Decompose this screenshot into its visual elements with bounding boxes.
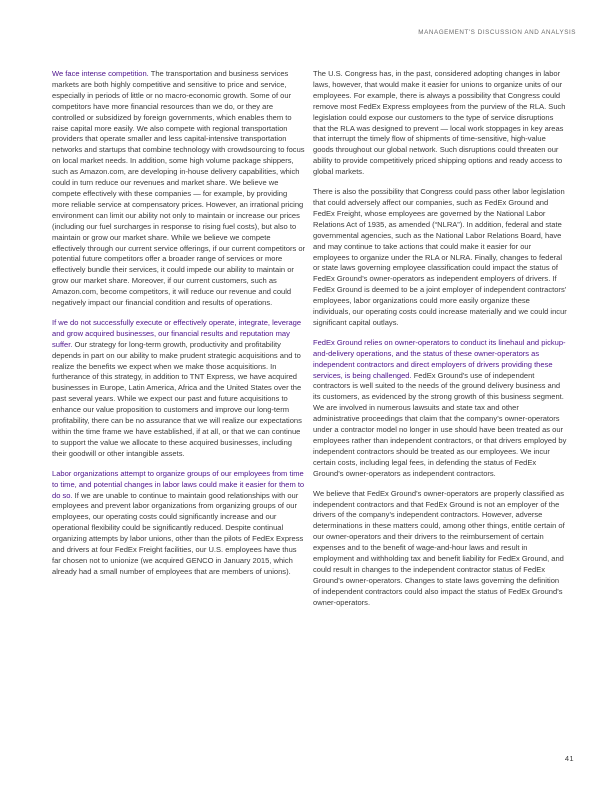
paragraph-labor-organizations xyxy=(52,469,306,578)
paragraph-lead: We face intense competition. xyxy=(52,69,149,78)
paragraph-congress-labor-laws xyxy=(313,69,567,178)
paragraph-body: Our strategy for long-term growth, productivity and profitability depends in part on our ability to make prudent strategic acquisitions and to realize the benefits we expect when we make those acquisitions. In furtherance of this strategy, in addition to TNT Express, we have acquired businesses in Europe, Latin America, Africa and the United States over the past several years. While we expect our past and future acquisitions to enhance our value proposition to customers and improve our long-term profitability, there can be no assurance that we will realize our expectations within the time frame we have established, if at all, or that we can continue to support the value we allocate to these acquired businesses, including their goodwill or other intangible assets. xyxy=(52,339,302,458)
paragraph-body: There is also the possibility that Congress could pass other labor legislation that could adversely affect our companies, such as FedEx Ground and FedEx Freight, whose employees are governed by the National Labor Relations Act of 1935, as amended (“NLRA”). In addition, federal and state governmental agencies, such as the National Labor Relations Board, have and may continue to take actions that could make it easier for our employees to organize under the RLA or NLRA. Finally, changes to federal or state laws governing employee classification could impact the status of FedEx Ground’s owner-operators as independent employers of drivers. If FedEx Ground is deemed to be a joint employer of independent contractors’ employees, labor organizations could more easily organize these individuals, our operating costs could increase materially and we could incur significant capital outlays. xyxy=(313,187,567,327)
left-column xyxy=(52,69,306,587)
paragraph-competition xyxy=(52,69,306,309)
paragraph-body: The U.S. Congress has, in the past, considered adopting changes in labor laws, however, that would make it easier for unions to organize units of our employees. For example, there is always a possibility that Congress could remove most FedEx Express employees from the purview of the RLA. Such legislation could expose our customers to the type of service disruptions that the RLA was designed to prevent — local work stoppages in key areas that interrupt the timely flow of shipments of time-sensitive, high-value goods throughout our global network. Such disruptions could threaten our ability to provide competitively priced shipping options and ready access to global markets. xyxy=(313,69,566,177)
page-number: 41 xyxy=(564,754,574,763)
paragraph-acquisitions xyxy=(52,318,306,460)
paragraph-body: The transportation and business services markets are both highly competitive and sensitive to price and service, especially in periods of little or no macro-economic growth. Some of our competitors have more financial resources than we do, or they are controlled or subsidized by foreign governments, which enables them to raise capital more easily. We also compete with regional transportation providers that operate smaller and less capital-intensive transportation networks and startups that combine technology with crowdsourcing to focus on local market needs. In addition, some high volume package shippers, such as Amazon.com, are developing in-house delivery capabilities, which could in turn reduce our revenues and market share. We believe we compete effectively with these companies — for example, by providing more reliable service at compensatory prices. However, an irrational pricing environment can limit our ability not only to maintain or increase our prices (including our fuel surcharges in response to rising fuel costs), but also to maintain or grow our market share. While we believe we compete effectively through our current service offerings, if our current competitors or potential future competitors offer a broader range of services or more effectively bundle their services, it could impede our ability to maintain or grow our market share. Moreover, if our current customers, such as Amazon.com, become competitors, it will reduce our revenue and could negatively impact our financial condition and results of operations. xyxy=(52,69,306,308)
paragraph-labor-legislation xyxy=(313,187,567,329)
paragraph-body: We believe that FedEx Ground’s owner-operators are properly classified as independent contractors and that FedEx Ground is not an employer of the drivers of the company’s independent contractors. However, adverse determinations in these matters could, among other things, entitle certain of our owner-operators and their drivers to the reimbursement of certain expenses and to the benefit of wage-and-hour laws and result in employment and withholding tax and benefit liability for FedEx Ground, and could result in changes to the independent contractor status of FedEx Ground’s owner-operators. Changes to state laws governing the definition of independent contractors could also impact the status of FedEx Ground’s owner-operators. xyxy=(313,488,565,607)
paragraph-lead: FedEx Ground relies on owner-operators to conduct its linehaul and pickup-and-delivery operations, and the status of these owner-operators as independent contractors and direct employers of drivers providing these services, is being challenged. xyxy=(313,337,566,380)
paragraph-lead: If we do not successfully execute or effectively operate, integrate, leverage and grow acquired businesses, our financial results and reputation may suffer. xyxy=(52,317,302,349)
paragraph-body: If we are unable to continue to maintain good relationships with our employees and prevent labor organizations from organizing groups of our employees, our operating costs could significantly increase and our operational flexibility could be significantly reduced. Despite continual organizing attempts by labor unions, other than the pilots of FedEx Express and drivers at four FedEx Freight facilities, our U.S. employees have thus far chosen not to unionize (we acquired GENCO in January 2015, which already had a small number of employees that are members of unions). xyxy=(52,490,304,576)
paragraph-body: FedEx Ground’s use of independent contractors is well suited to the needs of the ground delivery business and its customers, as evidenced by the strong growth of this business segment. We are involved in numerous lawsuits and state tax and other administrative proceedings that claim that the company’s owner-operators under a contractor model no longer in use should have been treated as our employees rather than independent contractors, or that drivers employed by independent contractors should be treated as our employees. We incur certain costs, including legal fees, in defending the status of FedEx Ground’s owner-operators as independent contractors. xyxy=(313,370,567,478)
running-header: MANAGEMENT'S DISCUSSION AND ANALYSIS xyxy=(418,29,576,36)
paragraph-lead: Labor organizations attempt to organize groups of our employees from time to time, and potential changes in labor laws could make it easier for them to do so. xyxy=(52,468,305,500)
right-column xyxy=(313,69,567,618)
paragraph-classification xyxy=(313,489,567,609)
paragraph-owner-operators xyxy=(313,338,567,480)
